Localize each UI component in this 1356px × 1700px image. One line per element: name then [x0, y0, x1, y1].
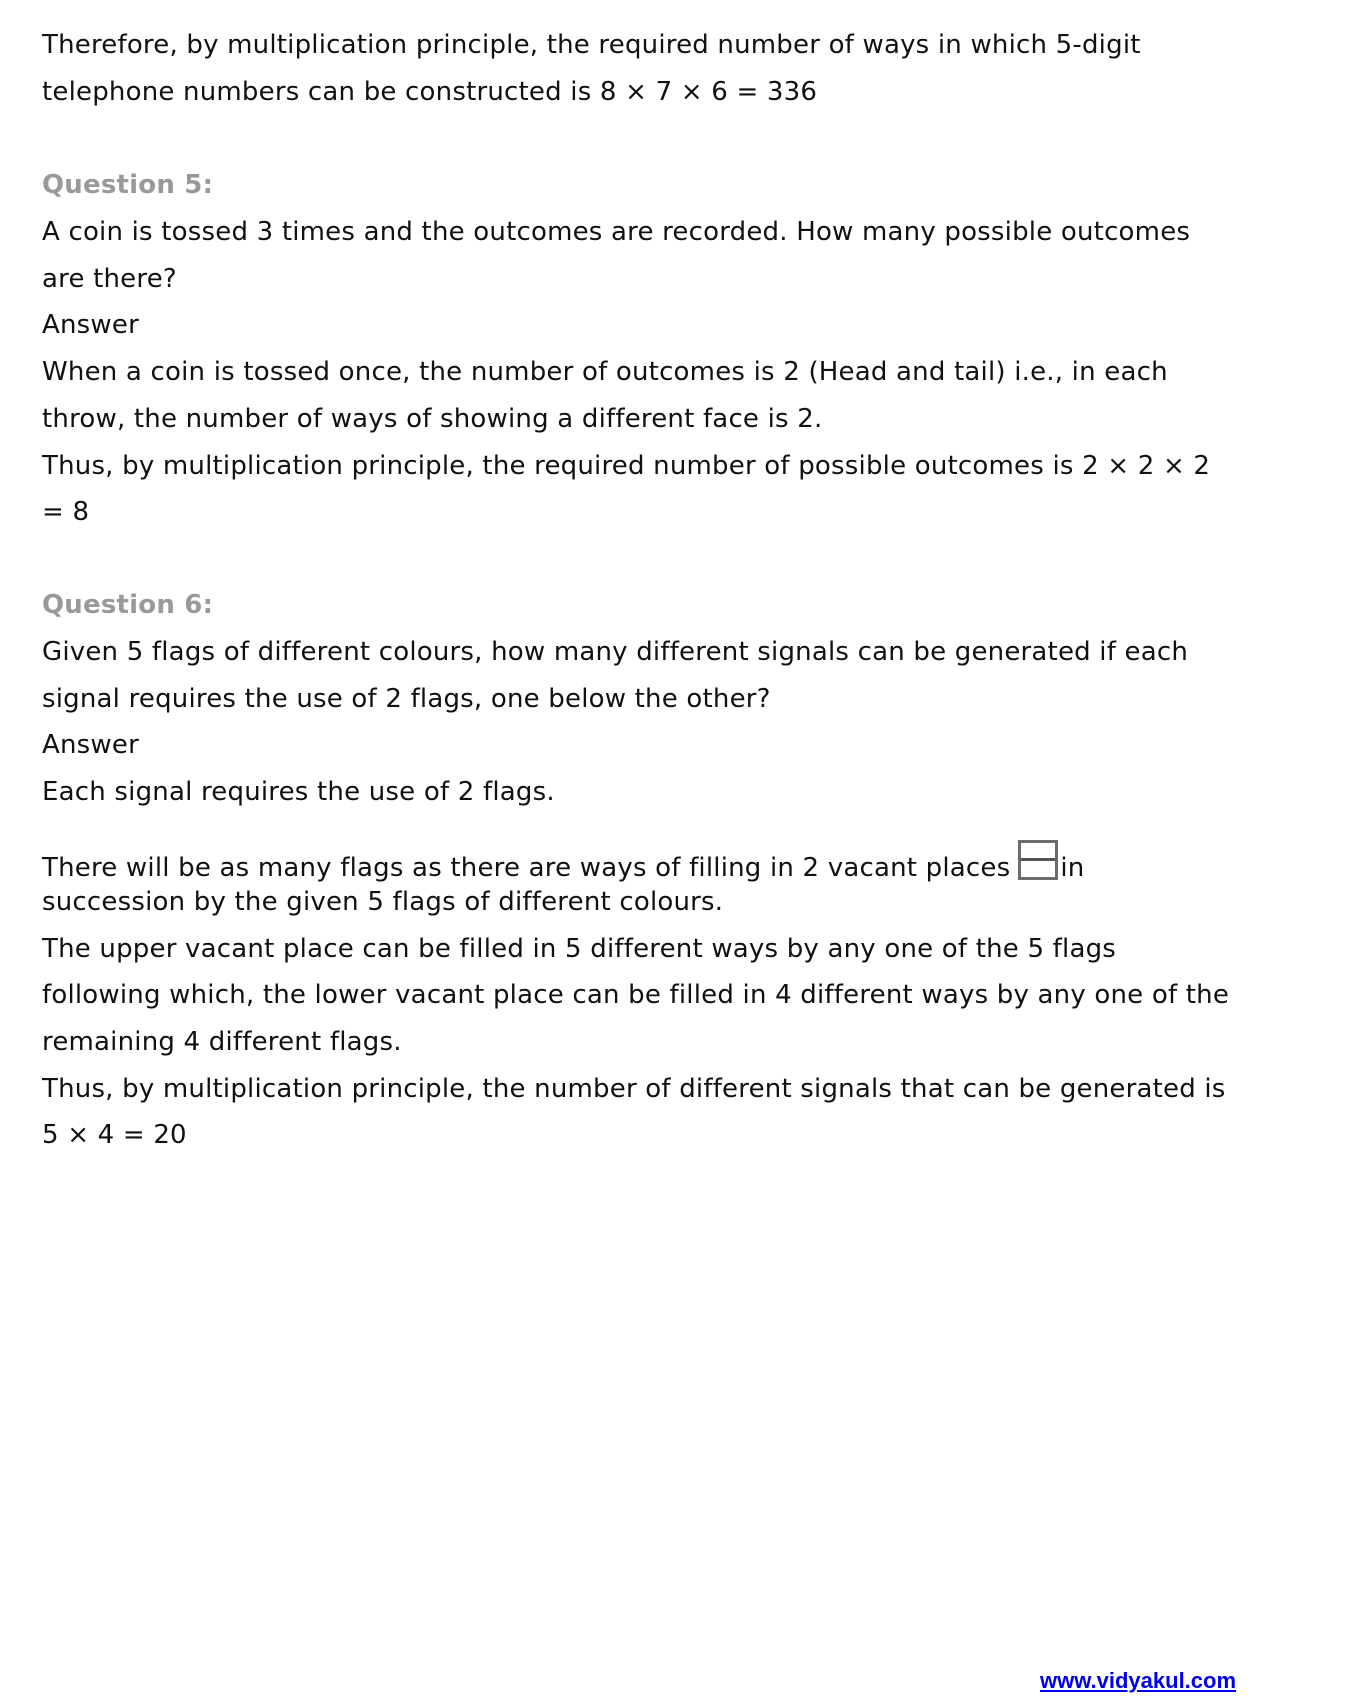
intro-line-1: Therefore, by multiplication principle, the required number of ways in which 5-digit — [42, 30, 1141, 60]
question-6-answer-line-3: succession by the given 5 flags of different colours. — [42, 887, 724, 917]
question-6-text-2: signal requires the use of 2 flags, one below the other? — [42, 684, 771, 714]
question-6-answer-line-6: remaining 4 different flags. — [42, 1027, 402, 1057]
question-5-answer-line-3: Thus, by multiplication principle, the required number of possible outcomes is 2 × 2 × 2 — [42, 451, 1211, 481]
question-5-answer-line-4: = 8 — [42, 497, 90, 527]
question-6-answer-line-1: Each signal requires the use of 2 flags. — [42, 777, 555, 807]
question-5-text-1: A coin is tossed 3 times and the outcomes are recorded. How many possible outcomes — [42, 217, 1191, 247]
question-6-answer-line-4: The upper vacant place can be filled in 5 different ways by any one of the 5 flags — [42, 934, 1117, 964]
question-6-answer-line-2 — [42, 840, 1084, 883]
question-6-heading: Question 6: — [42, 590, 214, 620]
question-6-answer-line-7: Thus, by multiplication principle, the number of different signals that can be generated is — [42, 1074, 1226, 1104]
intro-line-2: telephone numbers can be constructed is 8 × 7 × 6 = 336 — [42, 77, 818, 107]
vacant-places-box-icon — [1018, 840, 1058, 880]
question-5-answer-label: Answer — [42, 310, 139, 340]
question-5-text-2: are there? — [42, 264, 177, 294]
question-5-heading: Question 5: — [42, 170, 214, 200]
question-6-answer-line-8: 5 × 4 = 20 — [42, 1120, 187, 1150]
question-6-answer-line-5: following which, the lower vacant place can be filled in 4 different ways by any one of the — [42, 980, 1230, 1010]
vacant-places-text: There will be as many flags as there are ways of filling in 2 vacant places — [42, 853, 1011, 883]
question-5-answer-line-1: When a coin is tossed once, the number of outcomes is 2 (Head and tail) i.e., in each — [42, 357, 1168, 387]
question-6-answer-label: Answer — [42, 730, 139, 760]
vacant-places-suffix: in — [1060, 853, 1085, 883]
footer-website-link[interactable]: www.vidyakul.com — [1040, 1668, 1237, 1693]
question-5-answer-line-2: throw, the number of ways of showing a different face is 2. — [42, 404, 823, 434]
question-6-text-1: Given 5 flags of different colours, how many different signals can be generated if each — [42, 637, 1189, 667]
